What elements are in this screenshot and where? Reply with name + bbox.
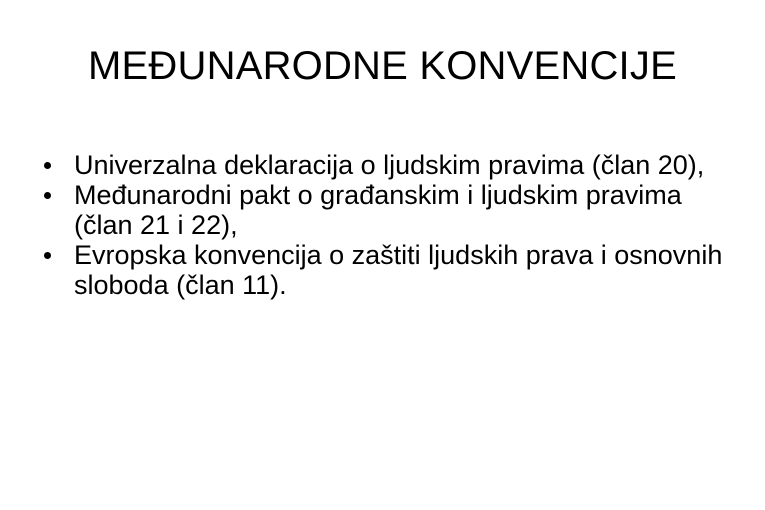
list-item [44, 150, 734, 180]
list-item [44, 180, 734, 240]
bullet-icon [44, 162, 51, 169]
slide-title: MEĐUNARODNE KONVENCIJE [88, 44, 677, 88]
bullet-icon [44, 192, 51, 199]
bullet-list [44, 150, 734, 300]
bullet-text: Univerzalna deklaracija o ljudskim pravima (član 20), [74, 150, 705, 180]
bullet-icon [44, 252, 51, 259]
bullet-text: Međunarodni pakt o građanskim i ljudskim pravima (član 21 i 22), [74, 180, 682, 240]
bullet-text: Evropska konvencija o zaštiti ljudskih prava i osnovnih sloboda (član 11). [74, 240, 723, 300]
list-item [44, 240, 734, 300]
